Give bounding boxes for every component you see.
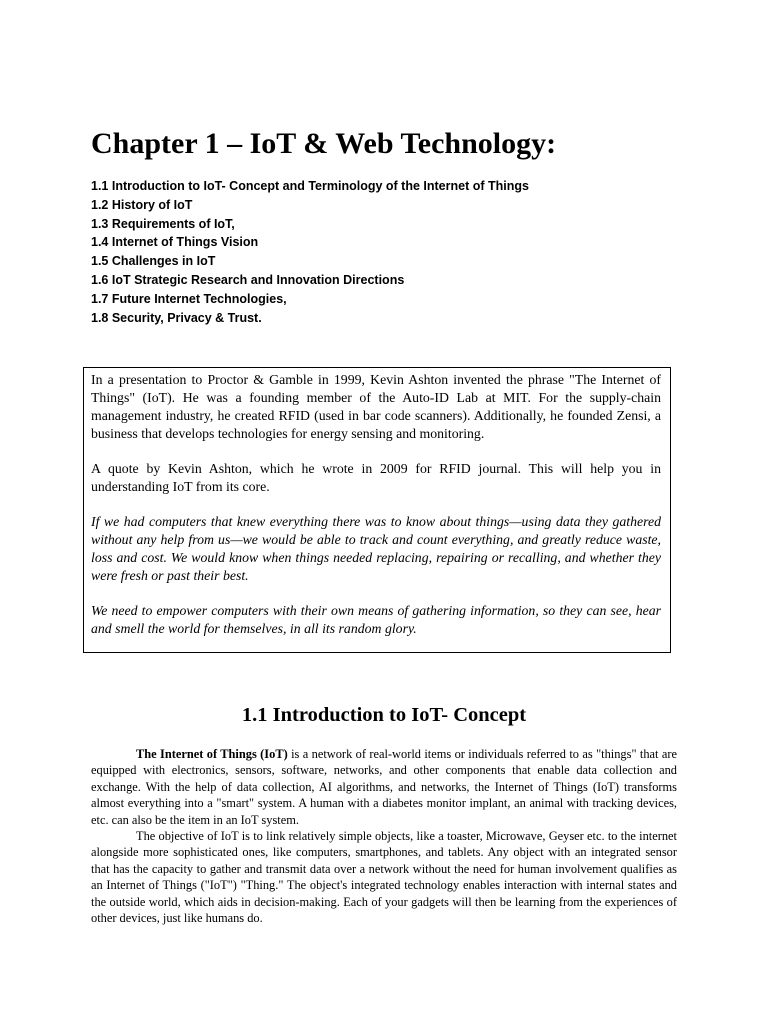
chapter-title: Chapter 1 – IoT & Web Technology: bbox=[91, 127, 557, 160]
toc-item: 1.7 Future Internet Technologies, bbox=[91, 291, 287, 306]
toc-item: 1.5 Challenges in IoT bbox=[91, 254, 216, 269]
toc-item: 1.1 Introduction to IoT- Concept and Terminology of the Internet of Things bbox=[91, 179, 529, 193]
quote-box bbox=[83, 367, 671, 653]
toc-item: 1.2 History of IoT bbox=[91, 197, 193, 212]
bold-term: The Internet of Things (IoT) bbox=[136, 747, 288, 761]
body-paragraph: The objective of IoT is to link relatively simple objects, like a toaster, Microwave, Geyser etc. to the internet alongside more sophisticated ones, like computers, smartphones, and tablets. Any object with an integrated sensor that has the capacity to gather and transmit data over a network without the need for human involvement qualifies as an Internet of Things ("IoT") "Thing." The object's integrated technology enables interaction with internal states and the outside world, which aids in decision-making. Each of your gadgets will then be learning from the experiences of other devices, just like humans do. bbox=[91, 829, 677, 926]
toc-item: 1.8 Security, Privacy & Trust. bbox=[91, 310, 262, 325]
intro-paragraph: In a presentation to Proctor & Gamble in 1999, Kevin Ashton invented the phrase "The Internet of Things" (IoT). He was a founding member of the Auto-ID Lab at MIT. For the supply-chain management industry, he created RFID (used in bar code scanners). Additionally, he founded Zensi, a business that develops technologies for energy sensing and monitoring. bbox=[91, 372, 661, 441]
body-paragraph-text: is a network of real-world items or individuals referred to as "things" that are equipped with electronics, sensors, software, networks, and other components that enable data collection and exchange. With the help of data collection, AI algorithms, and networks, the Internet of Things (IoT) transforms almost everything into a "smart" system. A human with a diabetes monitor implant, an animal with tracking devices, etc. can also be the item in an IoT system. bbox=[91, 747, 677, 827]
toc-item: 1.4 Internet of Things Vision bbox=[91, 235, 259, 250]
toc-item: 1.3 Requirements of IoT, bbox=[91, 216, 235, 231]
toc-item: 1.6 IoT Strategic Research and Innovation Directions bbox=[91, 272, 405, 287]
body-paragraph bbox=[91, 746, 677, 828]
section-body bbox=[91, 746, 677, 926]
quote-intro-paragraph: A quote by Kevin Ashton, which he wrote in 2009 for RFID journal. This will help you in understanding IoT from its core. bbox=[91, 461, 661, 494]
quote-paragraph: If we had computers that knew everything there was to know about things—using data they gathered without any help from us—we would be able to track and count everything, and greatly reduce waste, loss and cost. We would know when things needed replacing, repairing or recalling, and whether they were fresh or past their best. bbox=[91, 514, 661, 583]
quote-paragraph: We need to empower computers with their own means of gathering information, so they can see, hear and smell the world for themselves, in all its random glory. bbox=[91, 603, 661, 636]
table-of-contents bbox=[91, 177, 529, 327]
section-heading: 1.1 Introduction to IoT- Concept bbox=[241, 704, 527, 726]
